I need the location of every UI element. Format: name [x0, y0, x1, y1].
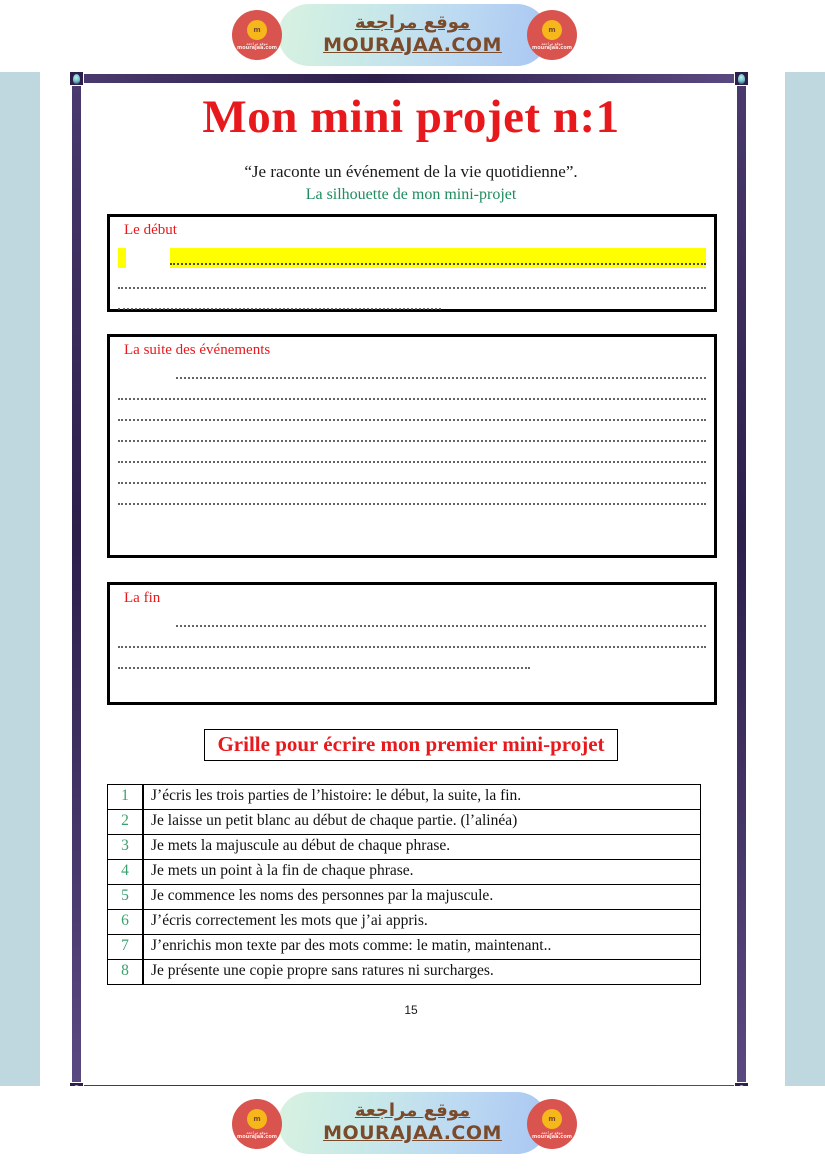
- row-number: 2: [108, 809, 144, 834]
- section-label-le-debut: Le début: [124, 221, 177, 238]
- row-text: Je commence les noms des personnes par la majuscule.: [143, 884, 701, 909]
- watermark-band-bottom: [0, 1086, 825, 1169]
- table-row: [108, 834, 701, 859]
- table-row: [108, 934, 701, 959]
- writing-line[interactable]: [118, 307, 441, 310]
- highlight-indent-marker: [118, 248, 126, 268]
- section-label-la-suite: La suite des événements: [124, 341, 271, 358]
- row-number: 7: [108, 934, 144, 959]
- dotted-rule: [170, 263, 706, 265]
- row-text: Je mets la majuscule au début de chaque phrase.: [143, 834, 701, 859]
- row-number: 1: [108, 784, 144, 809]
- highlighted-writing-line[interactable]: [118, 246, 706, 268]
- logo-url-text: mourajaa.com: [531, 1133, 572, 1140]
- grille-heading-wrap: [86, 729, 736, 761]
- section-box-la-suite: [107, 334, 717, 558]
- logo-inner-circle: m: [247, 20, 267, 40]
- watermark-url-text[interactable]: MOURAJAA.COM: [323, 1121, 502, 1144]
- logo-url-text: mourajaa.com: [531, 44, 572, 51]
- table-row: [108, 784, 701, 809]
- writing-line[interactable]: [176, 376, 706, 379]
- writing-line[interactable]: [118, 460, 706, 463]
- subtitle-silhouette: La silhouette de mon mini-projet: [305, 186, 517, 204]
- row-text: J’écris les trois parties de l’histoire: le début, la suite, la fin.: [143, 784, 701, 809]
- writing-line[interactable]: [118, 397, 706, 400]
- watermark-arabic-text: موقع مراجعة: [354, 1100, 471, 1122]
- row-number: 4: [108, 859, 144, 884]
- table-row: [108, 859, 701, 884]
- brand-logo-icon-left: [232, 10, 282, 60]
- table-row: [108, 809, 701, 834]
- page-number: 15: [404, 1002, 418, 1017]
- watermark-url-text[interactable]: MOURAJAA.COM: [323, 33, 502, 56]
- criteria-table: [107, 784, 701, 985]
- row-text: Je mets un point à la fin de chaque phrase.: [143, 859, 701, 884]
- writing-line[interactable]: [118, 418, 706, 421]
- criteria-table-body: [108, 784, 701, 984]
- watermark-band-top: [0, 0, 825, 72]
- writing-line[interactable]: [118, 645, 706, 648]
- writing-line[interactable]: [118, 481, 706, 484]
- row-number: 6: [108, 909, 144, 934]
- logo-url-text: mourajaa.com: [236, 44, 277, 51]
- table-row: [108, 884, 701, 909]
- logo-arabic-text: موقع مراجعة: [541, 1129, 563, 1135]
- subtitle-quote: “Je raconte un événement de la vie quotidienne”.: [244, 162, 578, 181]
- writing-line[interactable]: [118, 502, 706, 505]
- watermark-pill-top: [278, 4, 548, 66]
- page-title: Mon mini projet n:1: [202, 91, 620, 143]
- logo-arabic-text: موقع مراجعة: [541, 40, 563, 46]
- logo-arabic-text: موقع مراجعة: [246, 40, 268, 46]
- highlight-band: [170, 248, 706, 268]
- grille-heading: Grille pour écrire mon premier mini-projet: [204, 729, 617, 761]
- writing-line[interactable]: [176, 624, 706, 627]
- row-number: 5: [108, 884, 144, 909]
- writing-line[interactable]: [118, 286, 706, 289]
- writing-line[interactable]: [118, 666, 530, 669]
- brand-logo-icon-right: [527, 10, 577, 60]
- logo-arabic-text: موقع مراجعة: [246, 1129, 268, 1135]
- writing-line[interactable]: [118, 439, 706, 442]
- row-text: J’écris correctement les mots que j’ai appris.: [143, 909, 701, 934]
- watermark-pill-bottom: [278, 1092, 548, 1154]
- logo-inner-circle: m: [247, 1109, 267, 1129]
- section-box-la-fin: [107, 582, 717, 705]
- logo-inner-circle: m: [542, 20, 562, 40]
- section-label-la-fin: La fin: [124, 589, 161, 606]
- brand-logo-icon-left: [232, 1099, 282, 1149]
- document-content: [86, 86, 736, 1017]
- row-number: 3: [108, 834, 144, 859]
- table-row: [108, 909, 701, 934]
- row-text: J’enrichis mon texte par des mots comme: le matin, maintenant..: [143, 934, 701, 959]
- row-text: Je laisse un petit blanc au début de chaque partie. (l’alinéa): [143, 809, 701, 834]
- logo-url-text: mourajaa.com: [236, 1133, 277, 1140]
- table-row: [108, 959, 701, 984]
- row-number: 8: [108, 959, 144, 984]
- watermark-arabic-text: موقع مراجعة: [354, 12, 471, 34]
- row-text: Je présente une copie propre sans ratures ni surcharges.: [143, 959, 701, 984]
- brand-logo-icon-right: [527, 1099, 577, 1149]
- logo-inner-circle: m: [542, 1109, 562, 1129]
- section-box-le-debut: [107, 214, 717, 312]
